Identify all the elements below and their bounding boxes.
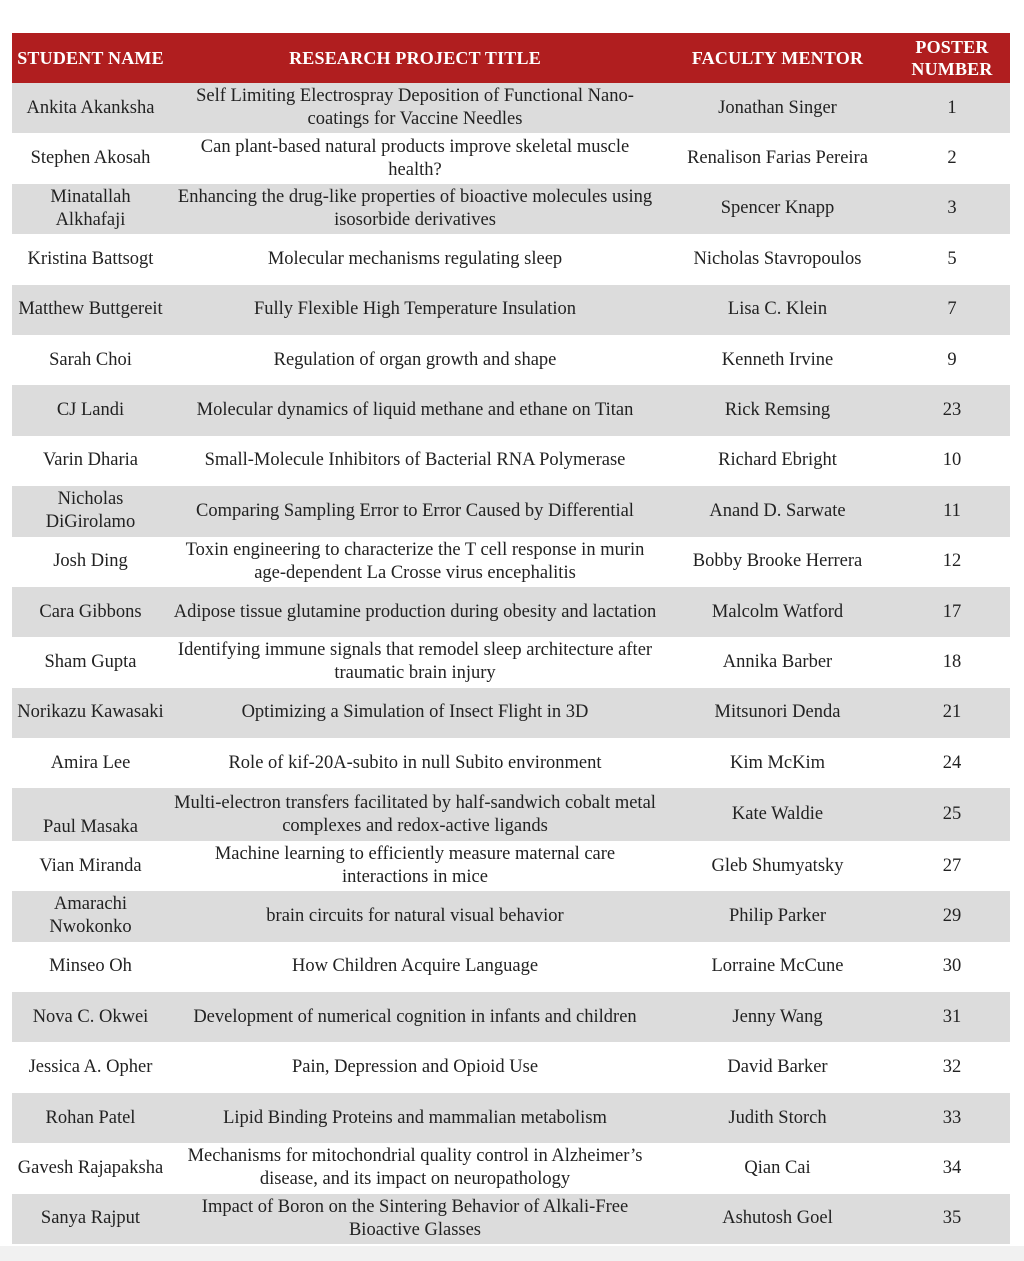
poster-number-cell: 27: [894, 841, 1010, 891]
project-title-cell: Comparing Sampling Error to Error Caused by Differential: [169, 486, 661, 536]
poster-number-cell: 9: [894, 335, 1010, 385]
faculty-mentor-cell: Lisa C. Klein: [661, 285, 894, 335]
faculty-mentor-cell: Judith Storch: [661, 1093, 894, 1143]
project-title-cell: brain circuits for natural visual behavior: [169, 891, 661, 941]
poster-number-cell: 25: [894, 788, 1010, 840]
poster-number-cell: 33: [894, 1093, 1010, 1143]
faculty-mentor-cell: Jonathan Singer: [661, 83, 894, 133]
header-student-name: STUDENT NAME: [12, 33, 169, 83]
table-row: [12, 285, 1010, 335]
student-name-cell: Norikazu Kawasaki: [12, 688, 169, 738]
project-title-cell: Small-Molecule Inhibitors of Bacterial RNA Polymerase: [169, 436, 661, 486]
student-name-cell: Vian Miranda: [12, 841, 169, 891]
poster-number-cell: 32: [894, 1042, 1010, 1092]
student-name-cell: Sanya Rajput: [12, 1194, 169, 1244]
project-title-cell: Self Limiting Electrospray Deposition of Functional Nano-coatings for Vaccine Needles: [169, 83, 661, 133]
poster-number-cell: 31: [894, 992, 1010, 1042]
page-bottom-strip: [0, 1246, 1024, 1261]
poster-number-cell: 18: [894, 637, 1010, 687]
faculty-mentor-cell: Kim McKim: [661, 738, 894, 788]
project-title-cell: Lipid Binding Proteins and mammalian metabolism: [169, 1093, 661, 1143]
student-name-cell: Ankita Akanksha: [12, 83, 169, 133]
student-name-cell: Sham Gupta: [12, 637, 169, 687]
student-name-cell: Amira Lee: [12, 738, 169, 788]
student-name-cell: Minseo Oh: [12, 942, 169, 992]
project-title-cell: Molecular dynamics of liquid methane and ethane on Titan: [169, 385, 661, 435]
faculty-mentor-cell: Ashutosh Goel: [661, 1194, 894, 1244]
student-name-cell: Stephen Akosah: [12, 133, 169, 183]
project-title-cell: Adipose tissue glutamine production during obesity and lactation: [169, 587, 661, 637]
table-row: [12, 1042, 1010, 1092]
project-title-cell: Mechanisms for mitochondrial quality control in Alzheimer’s disease, and its impact on neuropathology: [169, 1143, 661, 1193]
faculty-mentor-cell: Malcolm Watford: [661, 587, 894, 637]
table-row: [12, 738, 1010, 788]
table-row: [12, 637, 1010, 687]
poster-number-cell: 24: [894, 738, 1010, 788]
project-title-cell: Impact of Boron on the Sintering Behavior of Alkali-Free Bioactive Glasses: [169, 1194, 661, 1244]
faculty-mentor-cell: David Barker: [661, 1042, 894, 1092]
student-name-cell: Cara Gibbons: [12, 587, 169, 637]
table-row: [12, 587, 1010, 637]
project-title-cell: Molecular mechanisms regulating sleep: [169, 234, 661, 284]
faculty-mentor-cell: Anand D. Sarwate: [661, 486, 894, 536]
poster-number-cell: 35: [894, 1194, 1010, 1244]
table-row: [12, 184, 1010, 234]
student-name-cell: Gavesh Rajapaksha: [12, 1143, 169, 1193]
faculty-mentor-cell: Gleb Shumyatsky: [661, 841, 894, 891]
poster-number-cell: 17: [894, 587, 1010, 637]
faculty-mentor-cell: Renalison Farias Pereira: [661, 133, 894, 183]
faculty-mentor-cell: Spencer Knapp: [661, 184, 894, 234]
student-name-cell: Paul Masaka: [12, 788, 169, 840]
table-row: [12, 891, 1010, 941]
table-header: [12, 33, 1010, 83]
table-row: [12, 436, 1010, 486]
table-row: [12, 841, 1010, 891]
student-name-cell: Matthew Buttgereit: [12, 285, 169, 335]
faculty-mentor-cell: Bobby Brooke Herrera: [661, 537, 894, 587]
table-row: [12, 1194, 1010, 1244]
poster-number-cell: 29: [894, 891, 1010, 941]
table-row: [12, 486, 1010, 536]
project-title-cell: Fully Flexible High Temperature Insulation: [169, 285, 661, 335]
table-body: [12, 83, 1010, 1244]
poster-number-cell: 12: [894, 537, 1010, 587]
student-name-cell: Nova C. Okwei: [12, 992, 169, 1042]
table-row: [12, 942, 1010, 992]
faculty-mentor-cell: Kenneth Irvine: [661, 335, 894, 385]
student-name-cell: Josh Ding: [12, 537, 169, 587]
poster-number-cell: 5: [894, 234, 1010, 284]
student-name-cell: CJ Landi: [12, 385, 169, 435]
project-title-cell: How Children Acquire Language: [169, 942, 661, 992]
poster-number-cell: 21: [894, 688, 1010, 738]
poster-number-cell: 7: [894, 285, 1010, 335]
faculty-mentor-cell: Richard Ebright: [661, 436, 894, 486]
faculty-mentor-cell: Lorraine McCune: [661, 942, 894, 992]
header-poster-number: POSTER NUMBER: [894, 33, 1010, 83]
poster-number-cell: 34: [894, 1143, 1010, 1193]
poster-number-cell: 2: [894, 133, 1010, 183]
table-row: [12, 992, 1010, 1042]
project-title-cell: Pain, Depression and Opioid Use: [169, 1042, 661, 1092]
poster-number-cell: 23: [894, 385, 1010, 435]
project-title-cell: Toxin engineering to characterize the T cell response in murin age-dependent La Crosse virus encephalitis: [169, 537, 661, 587]
header-row: [12, 33, 1010, 83]
table-row: [12, 133, 1010, 183]
student-name-cell: Jessica A. Opher: [12, 1042, 169, 1092]
faculty-mentor-cell: Nicholas Stavropoulos: [661, 234, 894, 284]
poster-number-cell: 30: [894, 942, 1010, 992]
faculty-mentor-cell: Rick Remsing: [661, 385, 894, 435]
faculty-mentor-cell: Qian Cai: [661, 1143, 894, 1193]
faculty-mentor-cell: Philip Parker: [661, 891, 894, 941]
table-row: [12, 385, 1010, 435]
project-title-cell: Enhancing the drug-like properties of bioactive molecules using isosorbide derivatives: [169, 184, 661, 234]
student-name-cell: Rohan Patel: [12, 1093, 169, 1143]
project-title-cell: Role of kif-20A-subito in null Subito environment: [169, 738, 661, 788]
poster-number-cell: 3: [894, 184, 1010, 234]
poster-number-cell: 11: [894, 486, 1010, 536]
faculty-mentor-cell: Mitsunori Denda: [661, 688, 894, 738]
table-row: [12, 234, 1010, 284]
table-row: [12, 1143, 1010, 1193]
table-row: [12, 788, 1010, 840]
student-name-cell: Kristina Battsogt: [12, 234, 169, 284]
project-title-cell: Can plant-based natural products improve skeletal muscle health?: [169, 133, 661, 183]
faculty-mentor-cell: Annika Barber: [661, 637, 894, 687]
project-title-cell: Identifying immune signals that remodel sleep architecture after traumatic brain injury: [169, 637, 661, 687]
table-row: [12, 537, 1010, 587]
student-name-cell: Nicholas DiGirolamo: [12, 486, 169, 536]
project-title-cell: Development of numerical cognition in infants and children: [169, 992, 661, 1042]
project-title-cell: Multi-electron transfers facilitated by half-sandwich cobalt metal complexes and redox-active ligands: [169, 788, 661, 840]
table-row: [12, 83, 1010, 133]
project-title-cell: Machine learning to efficiently measure maternal care interactions in mice: [169, 841, 661, 891]
faculty-mentor-cell: Jenny Wang: [661, 992, 894, 1042]
poster-roster-table: [12, 33, 1010, 1244]
table-row: [12, 688, 1010, 738]
header-research-project-title: RESEARCH PROJECT TITLE: [169, 33, 661, 83]
project-title-cell: Regulation of organ growth and shape: [169, 335, 661, 385]
faculty-mentor-cell: Kate Waldie: [661, 788, 894, 840]
table-row: [12, 1093, 1010, 1143]
project-title-cell: Optimizing a Simulation of Insect Flight in 3D: [169, 688, 661, 738]
table-row: [12, 335, 1010, 385]
student-name-cell: Minatallah Alkhafaji: [12, 184, 169, 234]
header-faculty-mentor: FACULTY MENTOR: [661, 33, 894, 83]
student-name-cell: Sarah Choi: [12, 335, 169, 385]
student-name-cell: Varin Dharia: [12, 436, 169, 486]
student-name-cell: Amarachi Nwokonko: [12, 891, 169, 941]
poster-number-cell: 1: [894, 83, 1010, 133]
poster-number-cell: 10: [894, 436, 1010, 486]
